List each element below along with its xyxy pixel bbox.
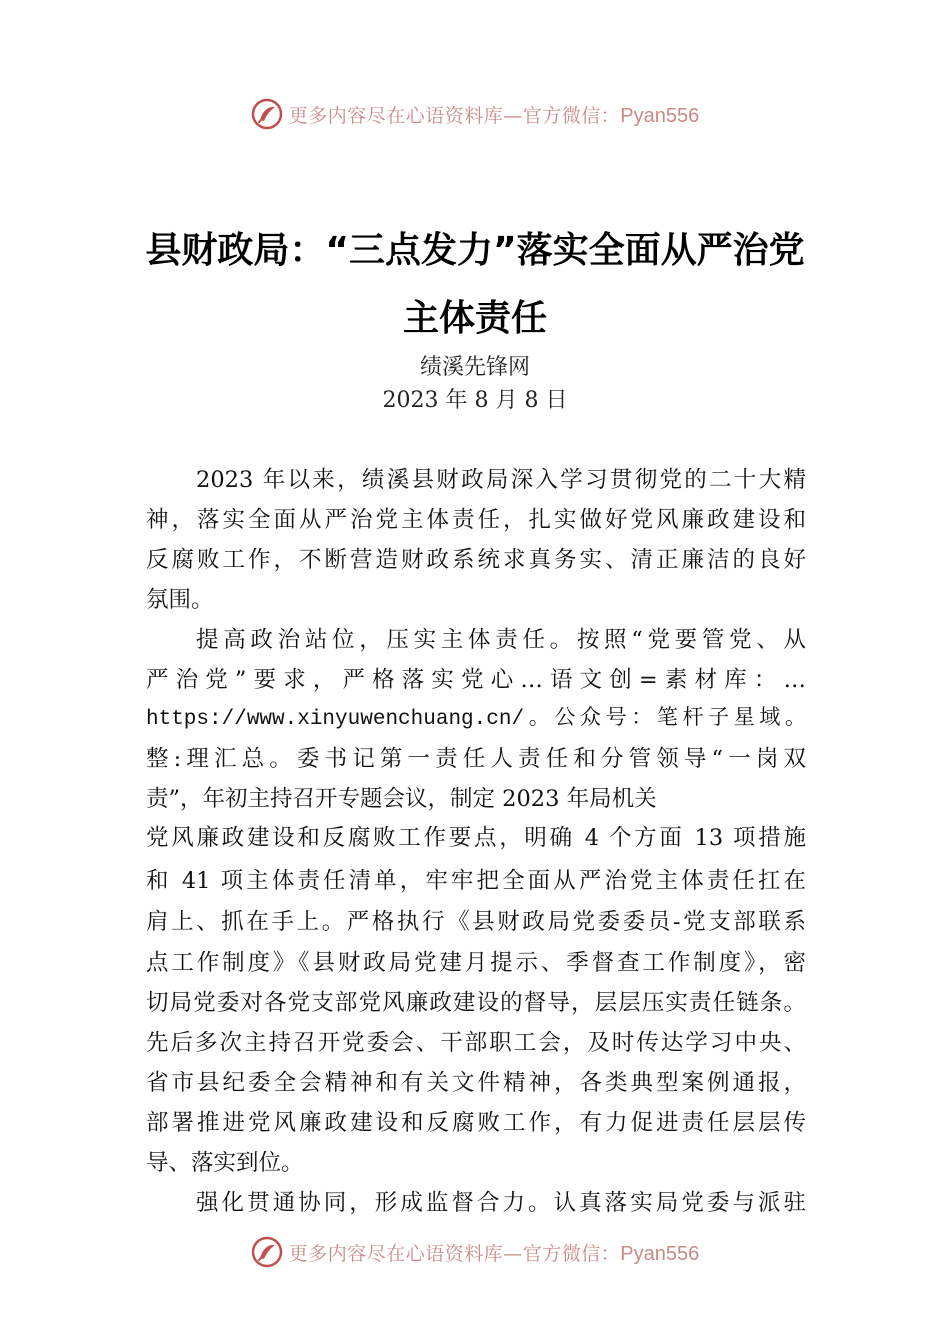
watermark-text: 更多内容尽在心语资料库—官方微信：Pyan556: [288, 104, 700, 127]
logo-icon: [251, 1236, 283, 1268]
body-line: 先后多次主持召开党委会、干部职工会，及时传达学习中央、: [146, 1030, 806, 1056]
body-line: 和 41 项主体责任清单，牢牢把全面从严治党主体责任扛在: [146, 868, 806, 894]
article-source: 绩溪先锋网: [419, 355, 530, 380]
body-line: 党风廉政建设和反腐败工作要点，明确 4 个方面 13 项措施: [146, 825, 806, 851]
body-line: https://www.xinyuwenchuang.cn/。公众号：笔杆子星域。: [146, 708, 806, 731]
article-date: 2023 年 8 月 8 日: [382, 388, 568, 413]
body-line: 氛围。: [146, 587, 214, 613]
body-line: 神，落实全面从严治党主体责任，扎实做好党风廉政建设和: [146, 507, 806, 533]
wechat-handle: Pyan556: [620, 104, 700, 127]
body-line: 部署推进党风廉政建设和反腐败工作，有力促进责任层层传: [146, 1110, 806, 1136]
body-line: 强化贯通协同，形成监督合力。认真落实局党委与派驻: [196, 1190, 806, 1216]
page-title-line-2: 主体责任: [402, 298, 547, 339]
watermark-banner-bottom: [0, 1232, 950, 1272]
body-line: 整:理汇总。委书记第一责任人责任和分管领导“一岗双: [146, 746, 806, 772]
wechat-handle: Pyan556: [620, 1242, 700, 1265]
body-line: 反腐败工作，不断营造财政系统求真务实、清正廉洁的良好: [146, 547, 806, 573]
body-line: 严治党”要求，严格落实党心…语文创=素材库：…: [146, 667, 806, 693]
body-line: 省市县纪委全会精神和有关文件精神，各类典型案例通报，: [146, 1070, 806, 1096]
body-line: 责”，年初主持召开专题会议，制定 2023 年局机关: [146, 786, 657, 812]
watermark-text: 更多内容尽在心语资料库—官方微信：Pyan556: [288, 1242, 700, 1265]
body-line: 点工作制度》《县财政局党建月提示、季督查工作制度》，密: [146, 950, 806, 976]
body-line: 提高政治站位，压实主体责任。按照“党要管党、从: [196, 627, 806, 653]
watermark-banner-top: [0, 94, 950, 134]
page-title-line-1: 县财政局：“三点发力”落实全面从严治党: [145, 230, 805, 271]
body-line: 导、落实到位。: [146, 1150, 304, 1176]
body-line: 肩上、抓在手上。严格执行《县财政局党委委员-党支部联系: [146, 909, 806, 935]
logo-icon: [251, 98, 283, 130]
body-line: 2023 年以来，绩溪县财政局深入学习贯彻党的二十大精: [196, 467, 806, 493]
body-line: 切局党委对各党支部党风廉政建设的督导，层层压实责任链条。: [146, 990, 806, 1016]
